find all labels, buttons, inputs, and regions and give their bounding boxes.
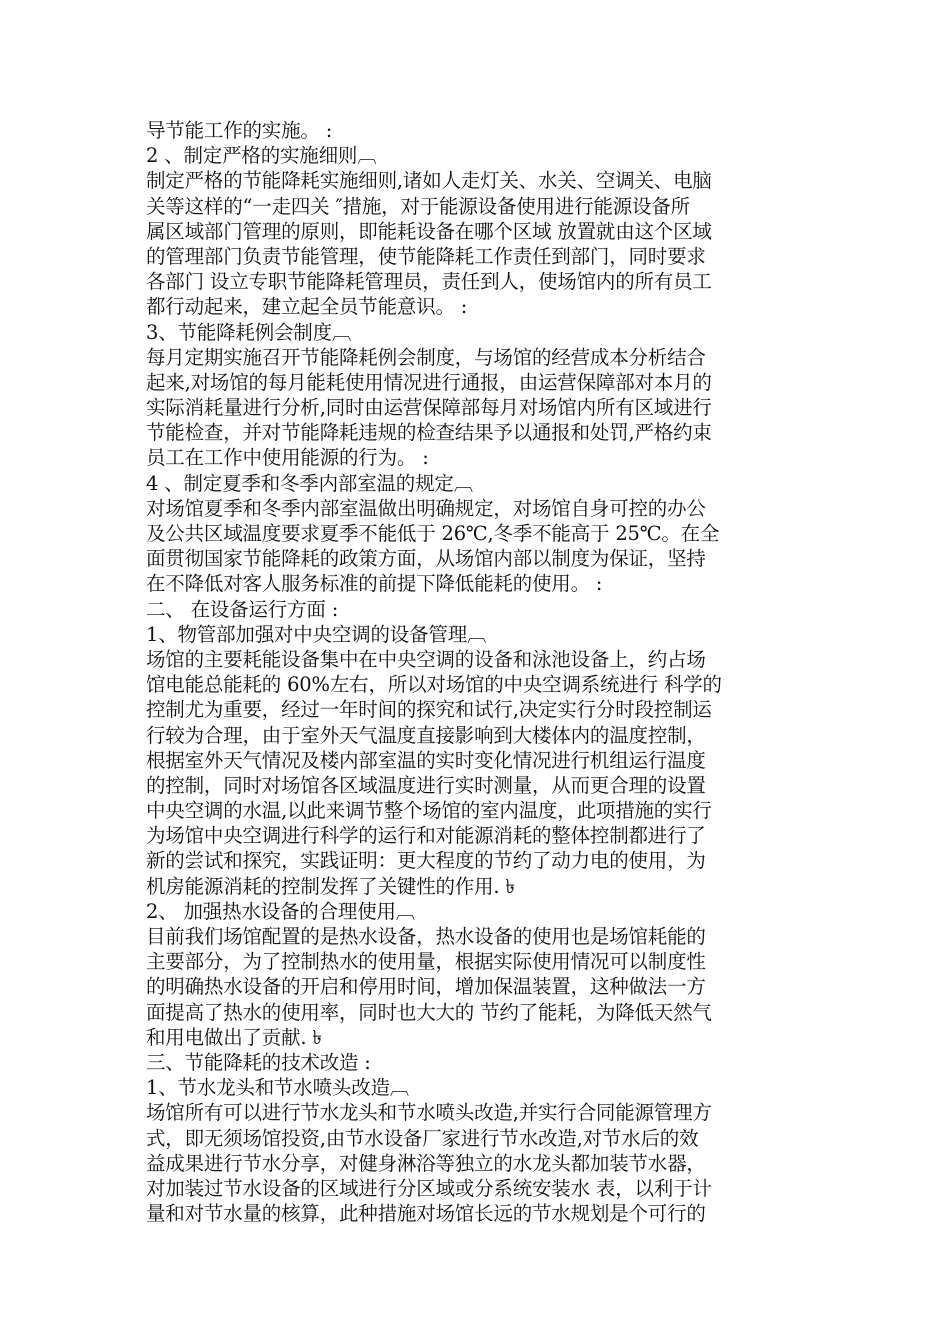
- text-line: 的控制，同时对场馆各区域温度进行实时测量，从而更合理的设置: [146, 773, 706, 797]
- text-line: 实际消耗量进行分析,同时由运营保障部每月对场馆内所有区域进行: [146, 396, 712, 420]
- section-heading: 4 、制定夏季和冬季内部室温的规定︹: [146, 471, 474, 495]
- text-line: 控制尤为重要，经过一年时间的探究和试行,决定实行分时段控制运: [146, 698, 712, 722]
- text-line: 每月定期实施召开节能降耗例会制度，与场馆的经营成本分析结合: [146, 345, 706, 369]
- text-line: 场馆所有可以进行节水龙头和节水喷头改造,并实行合同能源管理方: [146, 1101, 712, 1125]
- text-line: 新的尝试和探究，实践证明：更大程度的节约了动力电的使用，为: [146, 849, 706, 873]
- text-line: 都行动起来，建立起全员节能意识。 :: [146, 295, 468, 319]
- text-line: 节能检查，并对节能降耗违规的检查结果予以通报和处罚,严格约束: [146, 421, 712, 445]
- text-line: 行较为合理，由于室外天气温度直接影响到大楼体内的温度控制，: [146, 723, 706, 747]
- section-heading: 2、 加强热水设备的合理使用︹: [146, 899, 416, 923]
- text-line: 对场馆夏季和冬季内部室温做出明确规定，对场馆自身可控的办公: [146, 496, 706, 520]
- text-line: 为场馆中央空调进行科学的运行和对能源消耗的整体控制都进行了: [146, 824, 706, 848]
- text-line: 和用电做出了贡献. ৳: [146, 1025, 322, 1049]
- text-line: 量和对节水量的核算，此种措施对场馆长远的节水规划是个可行的: [146, 1202, 706, 1226]
- text-line: 起来,对场馆的每月能耗使用情况进行通报，由运营保障部对本月的: [146, 370, 712, 394]
- chapter-heading: 三、节能降耗的技术改造 :: [146, 1050, 371, 1074]
- document-body: [146, 118, 802, 1226]
- text-line: 在不降低对客人服务标准的前提下降低能耗的使用。 :: [146, 572, 603, 596]
- text-line: 制定严格的节能降耗实施细则,诸如人走灯关、水关、空调关、电脑: [146, 169, 712, 193]
- text-line: 目前我们场馆配置的是热水设备，热水设备的使用也是场馆耗能的: [146, 925, 706, 948]
- text-line: 对加装过节水设备的区域进行分区域或分系统安装水 表，以利于计: [146, 1176, 712, 1200]
- text-line: 关等这样的“一走四关 ″措施，对于能源设备使用进行能源设备所: [146, 194, 690, 218]
- chapter-heading: 二、 在设备运行方面 :: [146, 597, 339, 621]
- section-heading: 3、节能降耗例会制度︹: [146, 320, 352, 344]
- text-line: 面贯彻国家节能降耗的政策方面，从场馆内部以制度为保证，坚持: [146, 547, 706, 571]
- text-line: 主要部分，为了控制热水的使用量，根据实际使用情况可以制度性: [146, 950, 706, 974]
- text-line: 益成果进行节水分享，对健身淋浴等独立的水龙头都加装节水器，: [146, 1151, 706, 1175]
- text-line: 员工在工作中使用能源的行为。 :: [146, 446, 429, 470]
- text-line: 根据室外天气情况及楼内部室温的实时变化情况进行机组运行温度: [146, 748, 706, 772]
- text-line: 的明确热水设备的开启和停用时间，增加保温装置，这种做法一方: [146, 975, 706, 999]
- text-line: 的管理部门负责节能管理，使节能降耗工作责任到部门，同时要求: [146, 244, 706, 268]
- text-line: 导节能工作的实施。 :: [146, 119, 333, 142]
- text-line: 场馆的主要耗能设备集中在中央空调的设备和泳池设备上，约占场: [146, 647, 706, 671]
- section-heading: 1、物管部加强对中央空调的设备管理︹: [146, 622, 487, 646]
- text-line: 式，即无须场馆投资,由节水设备厂家进行节水改造,对节水后的效: [146, 1126, 699, 1150]
- text-line: 面提高了热水的使用率，同时也大大的 节约了能耗，为降低天然气: [146, 1000, 712, 1024]
- text-line: 及公共区域温度要求夏季不能低于 26℃,冬季不能高于 25℃。在全: [146, 522, 720, 545]
- text-line: 各部门 设立专职节能降耗管理员，责任到人，使场馆内的所有员工: [146, 270, 712, 294]
- section-heading: 1、节水龙头和节水喷头改造︹: [146, 1076, 410, 1100]
- text-line: 馆电能总能耗的 60%左右，所以对场馆的中央空调系统进行 科学的: [146, 673, 722, 697]
- text-line: 中央空调的水温,以此来调节整个场馆的室内温度，此项措施的实行: [146, 799, 712, 823]
- text-line: 机房能源消耗的控制发挥了关键性的作用. ৳: [146, 874, 515, 898]
- text-line: 属区域部门管理的原则，即能耗设备在哪个区域 放置就由这个区域: [146, 219, 712, 243]
- section-heading: 2 、制定严格的实施细则︹: [146, 144, 377, 168]
